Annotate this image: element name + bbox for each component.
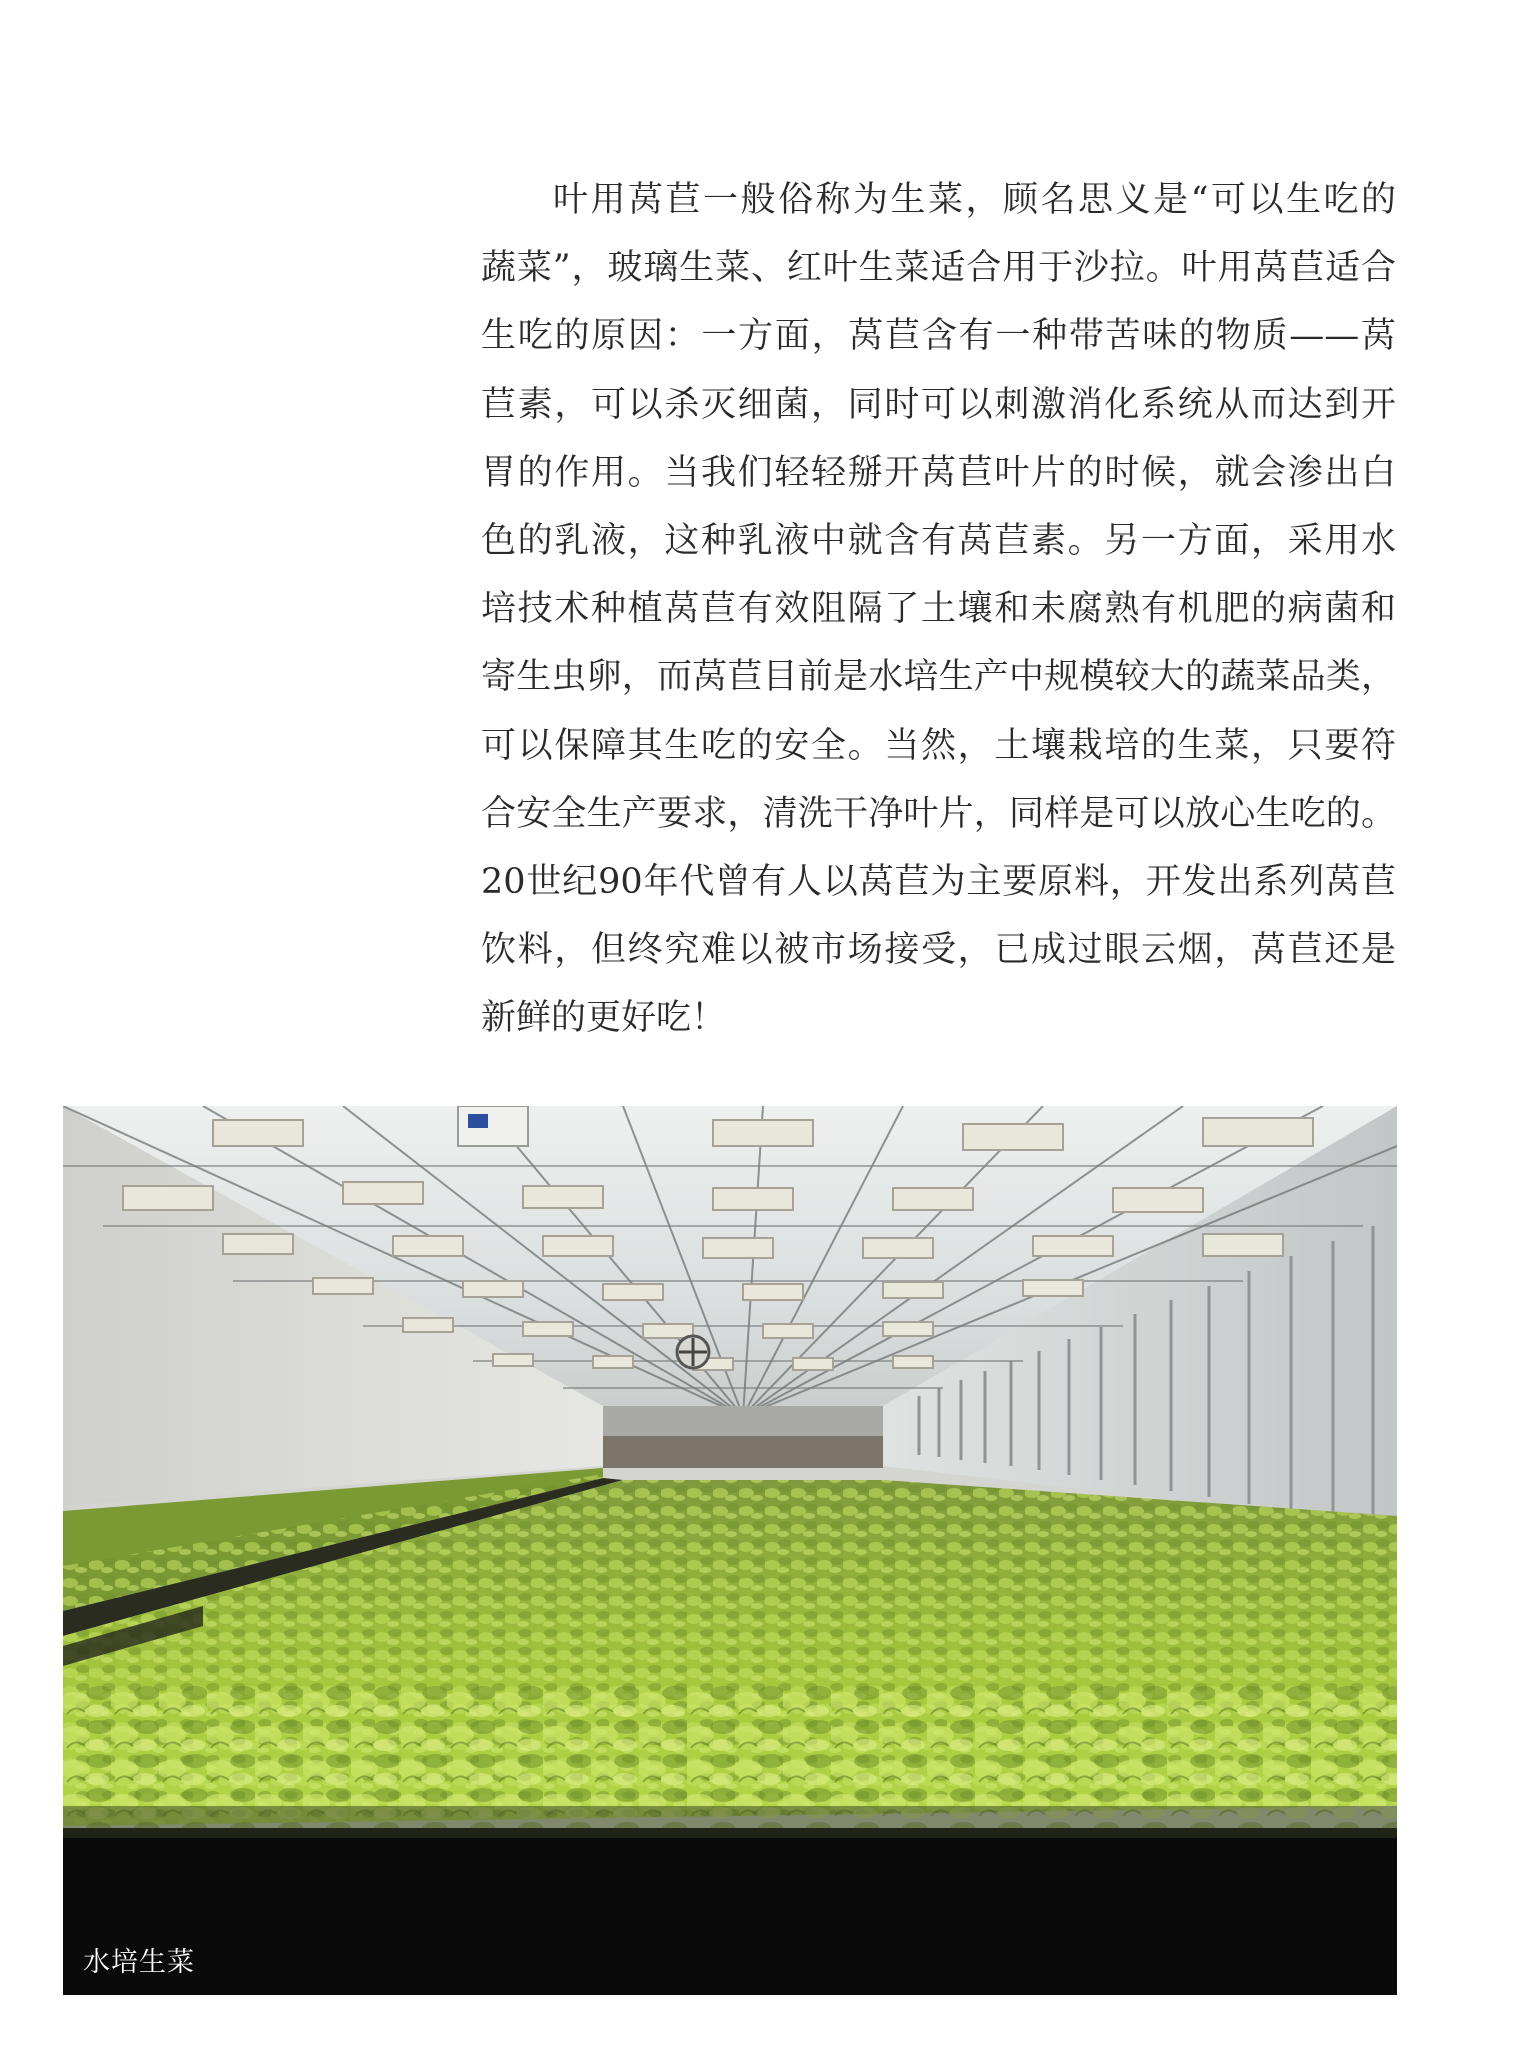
article-body (481, 166, 1396, 1052)
greenhouse-illustration (63, 1106, 1397, 1995)
paragraph-line: 叶用莴苣一般俗称为生菜，顾名思义是“可以生吃的 (553, 180, 1396, 220)
paragraph-line: 色的乳液，这种乳液中就含有莴苣素。另一方面，采用水 (481, 520, 1396, 561)
paragraph-line: 新鲜的更好吃！ (481, 998, 727, 1039)
paragraph-line: 蔬菜”，玻璃生菜、红叶生菜适合用于沙拉。叶用莴苣适合 (481, 248, 1396, 289)
photo-caption: 水培生菜 (83, 1947, 195, 1978)
paragraph-line: 饮料，但终究难以被市场接受，已成过眼云烟，莴苣还是 (481, 930, 1396, 971)
paragraph-line: 生吃的原因：一方面，莴苣含有一种带苦味的物质——莴 (481, 316, 1396, 357)
paragraph-line: 苣素，可以杀灭细菌，同时可以刺激消化系统从而达到开 (481, 384, 1396, 425)
paragraph-line: 合安全生产要求，清洗干净叶片，同样是可以放心生吃的。 (481, 793, 1396, 834)
paragraph-line: 胃的作用。当我们轻轻掰开莴苣叶片的时候，就会渗出白 (481, 452, 1396, 493)
paragraph-line: 寄生虫卵，而莴苣目前是水培生产中规模较大的蔬菜品类， (481, 657, 1396, 698)
greenhouse-photo (63, 1106, 1397, 1995)
paragraph-line: 20世纪90年代曾有人以莴苣为主要原料，开发出系列莴苣 (481, 861, 1396, 902)
paragraph-line: 培技术种植莴苣有效阻隔了土壤和未腐熟有机肥的病菌和 (481, 589, 1396, 630)
paragraph-line: 可以保障其生吃的安全。当然，土壤栽培的生菜，只要符 (481, 725, 1396, 766)
